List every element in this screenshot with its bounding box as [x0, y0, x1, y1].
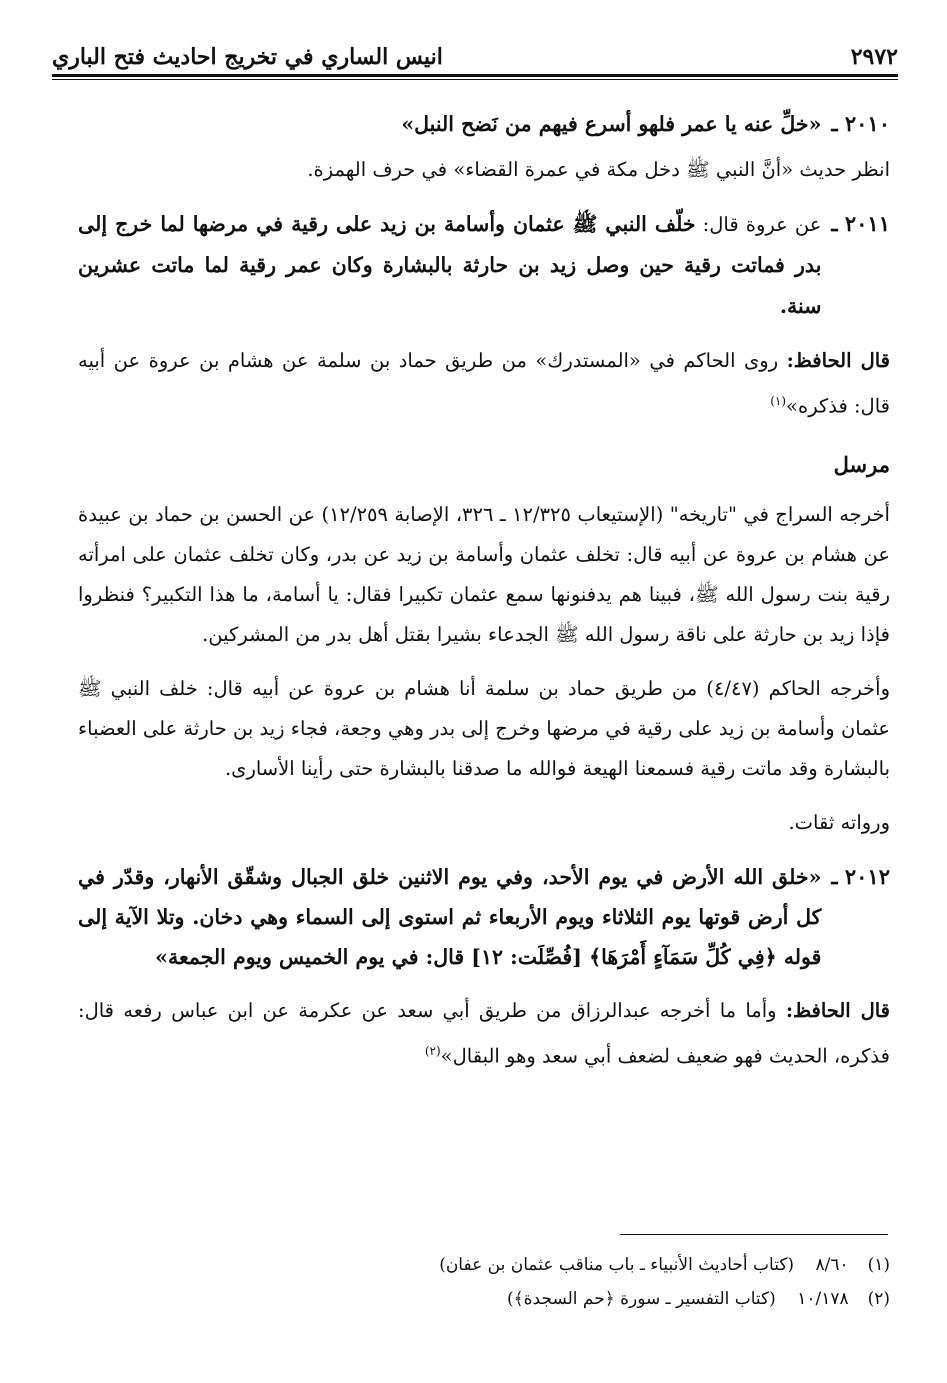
hadith-intro: عن عروة قال: — [695, 213, 822, 236]
grading-heading: مرسل — [833, 451, 890, 477]
page-body — [78, 104, 890, 1076]
hadith-paragraph — [78, 204, 821, 327]
hadith-number: ٢٠١١ ـ — [831, 211, 890, 236]
footnote-number: (٢) — [867, 1289, 890, 1309]
hafiz-text: وأما ما أخرجه عبدالرزاق من طريق أبي سعد عن عكرمة عن ابن عباس رفعه قال: فذكره، الحديث فهو ضعيف لضعف أبي سعد وهو البقال» — [78, 998, 890, 1067]
hadith-number: ٢٠١٠ ـ — [831, 111, 890, 136]
hadith-entry-2012 — [78, 857, 890, 977]
footnote-reference: ٨/٦٠ — [815, 1255, 849, 1275]
footnote-item — [78, 1282, 890, 1316]
hadith-entry-2011 — [78, 204, 890, 327]
hadith-text: «خلق الله الأرض في يوم الأحد، وفي يوم الاثنين خلق الجبال وشقّق الأنهار، وقدّر في كل أرض قوتها يوم الثلاثاء ويوم الأربعاء ثم استوى إلى السماء وهي دخان. وتلا الآية إلى قوله ﴿فِي كُلِّ سَمَآءٍ أَمْرَهَا﴾ [فُصِّلَت: ١٢] قال: في يوم الخميس ويوم الجمعة» — [78, 864, 822, 969]
footnotes — [78, 1248, 890, 1316]
hadith-number: ٢٠١٢ ـ — [831, 863, 890, 889]
footnote-rule — [620, 1234, 888, 1235]
cross-reference-note: انظر حديث «أنَّ النبي ﷺ دخل مكة في عمرة القضاء» في حرف الهمزة. — [307, 158, 890, 181]
footnote-ref[interactable]: (٢) — [424, 1043, 441, 1058]
hafiz-label: قال الحافظ: — [786, 349, 891, 372]
footnote-number: (١) — [867, 1255, 890, 1275]
running-header — [52, 36, 898, 70]
header-rule — [52, 74, 898, 80]
hadith-text: خلّف النبي ﷺ عثمان وأسامة بن زيد على رقية في مرضها لما خرج إلى بدر فماتت رقية حين وصل زيد بن حارثة بالبشارة وكان عمر رقية لما ماتت عشرين سنة. — [78, 212, 822, 318]
hafiz-label: قال الحافظ: — [785, 998, 890, 1022]
takhrij-paragraph-2: وأخرجه الحاكم (٤/٤٧) من طريق حماد بن سلمة أنا هشام بن عروة عن أبيه قال: خلف النبي ﷺ عثمان وأسامة بن زيد على رقية في مرضها وخرج إلى بدر وهي وجعة، فجاء زيد بن حارثة على العضباء بالبشارة وقد ماتت رقية فسمعنا الهيعة فوالله ما صدقنا بالبشارة حتى رأينا الأسارى. — [78, 676, 890, 780]
hadith-entry-2010 — [78, 104, 890, 144]
footnote-text: (كتاب التفسير ـ سورة ﴿حم السجدة﴾) — [507, 1289, 776, 1309]
hadith-text: «خلِّ عنه يا عمر فلهو أسرع فيهم من نَضح النبل» — [401, 112, 822, 136]
footnote-ref[interactable]: (١) — [770, 394, 787, 408]
hafiz-comment — [78, 991, 890, 1077]
page-number: ٢٩٧٢ — [850, 44, 898, 70]
book-title: انيس الساري في تخريج احاديث فتح الباري — [52, 44, 443, 70]
footnote-item — [78, 1248, 890, 1282]
footnote-reference: ١٠/١٧٨ — [797, 1289, 849, 1309]
hafiz-text: روى الحاكم في «المستدرك» من طريق حماد بن سلمة عن هشام بن عروة عن أبيه قال: فذكره» — [78, 349, 890, 418]
takhrij-paragraph-1: أخرجه السراج في "تاريخه" (الإستيعاب ١٢/٣٢٥ ـ ٣٢٦، الإصابة ١٢/٢٥٩) عن الحسن بن حماد بن عبيدة عن هشام بن عروة عن أبيه قال: تخلف عثمان وأسامة بن زيد عن بدر، وكان تخلف عثمان على امرأته رقية بنت رسول الله ﷺ، فبينا هم يدفنونها سمع عثمان تكبيرا فقال: يا أسامة، ما هذا التكبير؟ فنظروا فإذا زيد بن حارثة على ناقة رسول الله ﷺ الجدعاء بشيرا بقتل أهل بدر من المشركين. — [78, 502, 890, 646]
takhrij-paragraph-3: ورواته ثقات. — [788, 810, 890, 834]
hafiz-comment — [78, 341, 890, 427]
footnote-text: (كتاب أحاديث الأنبياء ـ باب مناقب عثمان بن عفان) — [439, 1255, 795, 1275]
